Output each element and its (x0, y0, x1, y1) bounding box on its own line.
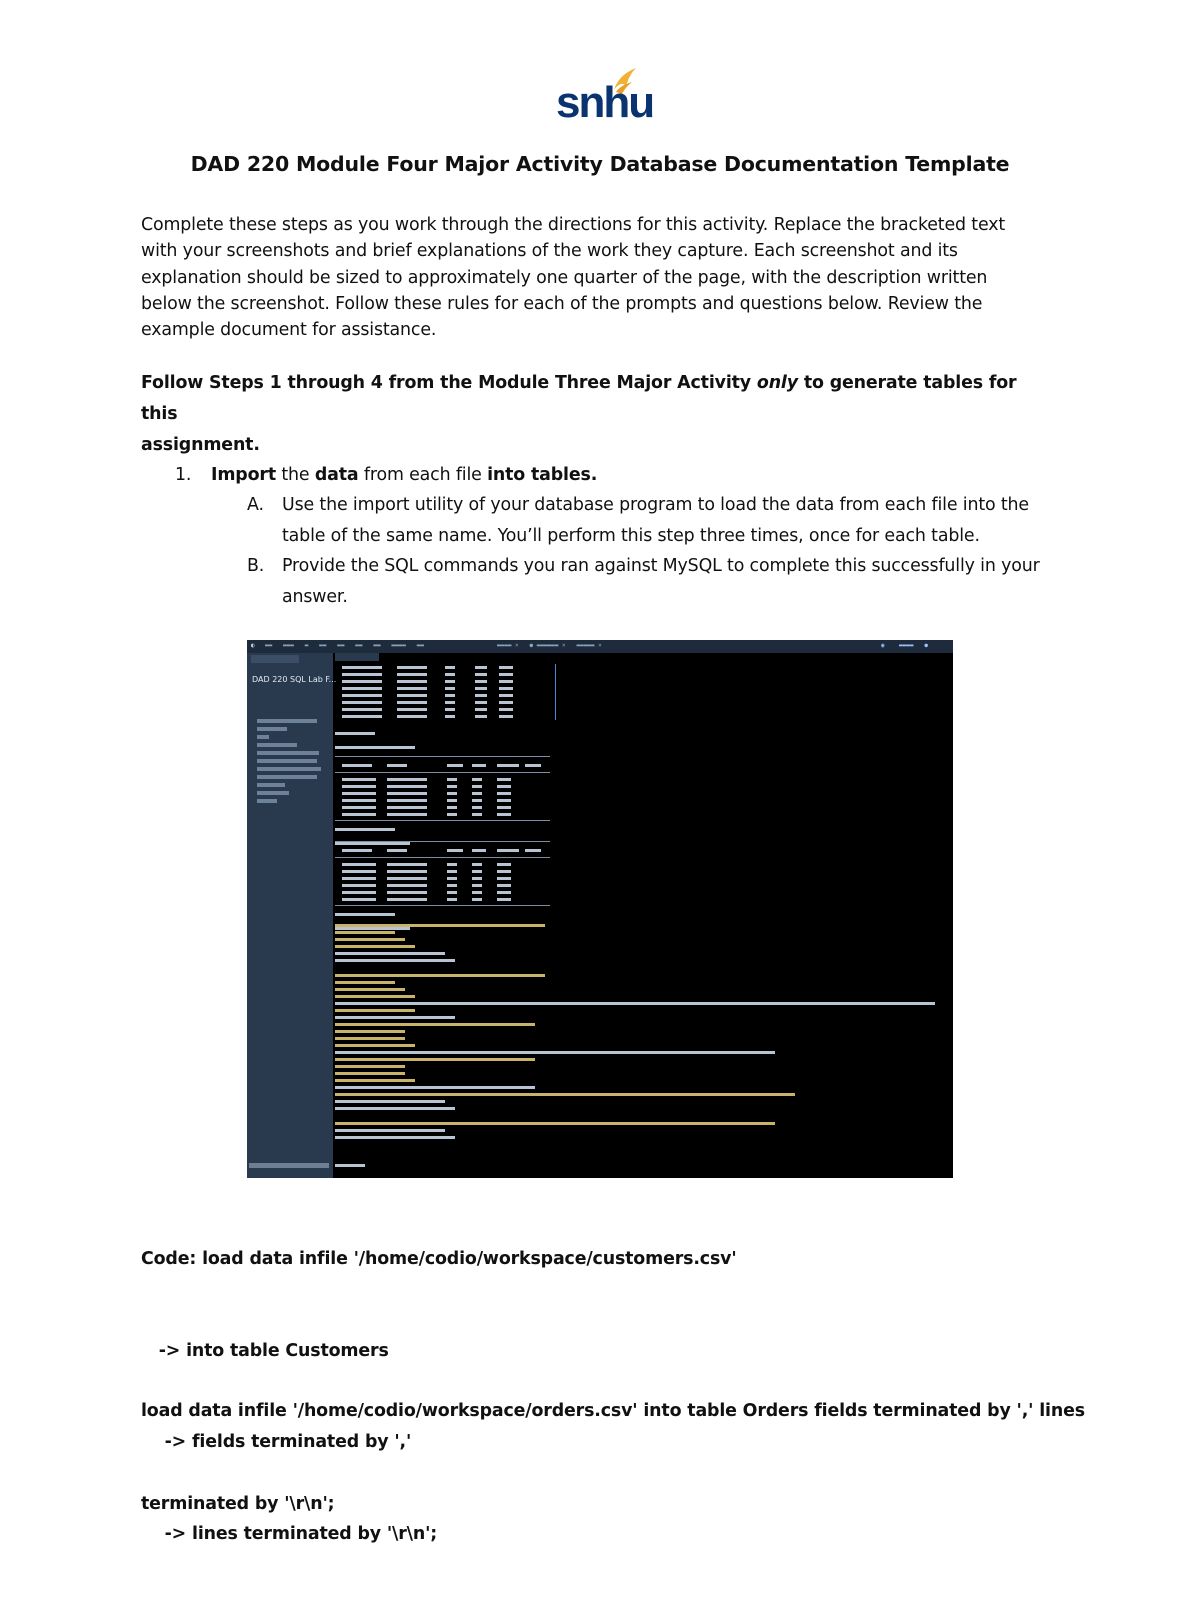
terminal-text (335, 945, 415, 948)
terminal-text (472, 877, 482, 880)
terminal-text (497, 898, 511, 901)
terminal-text (342, 806, 376, 809)
terminal-text (499, 715, 513, 718)
substep-letter: B. (247, 556, 265, 576)
terminal-text (387, 877, 427, 880)
terminal-text (447, 778, 457, 781)
terminal-text (472, 785, 482, 788)
terminal-text (342, 694, 382, 697)
terminal-text (445, 708, 455, 711)
terminal-text (342, 701, 382, 704)
terminal-text (335, 1164, 365, 1167)
terminal-text (342, 785, 376, 788)
terminal-text (342, 891, 376, 894)
terminal-text (447, 863, 457, 866)
terminal-text (342, 764, 372, 767)
substep-line: Use the import utility of your database program to load the data from each file into the (282, 495, 1029, 515)
terminal-text (335, 1107, 455, 1110)
terminal-text (447, 799, 457, 802)
terminal-text (335, 1136, 455, 1139)
terminal-text (342, 849, 372, 852)
ide-logo-icon: ◐ (251, 642, 255, 649)
terminal-text (335, 1079, 415, 1082)
terminal-text (387, 806, 427, 809)
terminal-text (342, 792, 376, 795)
terminal-text (342, 687, 382, 690)
terminal-text (335, 1002, 935, 1005)
terminal-output (247, 640, 953, 1178)
terminal-text (497, 813, 511, 816)
ide-menu-items: ▬▬ ▬▬▬ ▬ ▬▬ ▬▬ ▬▬ ▬▬ ▬▬▬▬ ▬▬ (265, 642, 424, 649)
terminal-text (397, 666, 427, 669)
terminal-text (342, 898, 376, 901)
terminal-text (525, 764, 541, 767)
terminal-text (499, 694, 513, 697)
terminal-border (335, 820, 550, 821)
terminal-text (445, 687, 455, 690)
terminal-text (335, 1086, 535, 1089)
terminal-text (342, 863, 376, 866)
step-heading-part: data (314, 465, 359, 485)
code-line: -> into table Customers (141, 1340, 389, 1361)
instruction-text: to generate tables for this (141, 373, 1017, 424)
terminal-text (387, 799, 427, 802)
terminal-text (335, 1037, 405, 1040)
terminal-text (447, 785, 457, 788)
intro-paragraph (141, 212, 1041, 343)
terminal-text (447, 884, 457, 887)
terminal-text (397, 687, 427, 690)
terminal-text (475, 680, 487, 683)
terminal-text (335, 938, 405, 941)
terminal-text (472, 799, 482, 802)
code-line: Code: load data infile '/home/codio/workspace/customers.csv' (141, 1249, 737, 1269)
terminal-text (397, 715, 427, 718)
terminal-text (342, 715, 382, 718)
terminal-text (497, 806, 511, 809)
terminal-text (499, 673, 513, 676)
terminal-text (335, 828, 395, 831)
terminal-text (342, 680, 382, 683)
terminal-text (497, 778, 511, 781)
terminal-text (342, 708, 382, 711)
terminal-text (475, 673, 487, 676)
ide-status-icon: ◉ ▬▬▬▬ ● (881, 642, 928, 649)
terminal-text (472, 792, 482, 795)
terminal-text (472, 813, 482, 816)
terminal-text (497, 792, 511, 795)
terminal-border (335, 857, 550, 858)
terminal-text (475, 687, 487, 690)
document-title: DAD 220 Module Four Major Activity Database Documentation Template (190, 152, 1010, 176)
step-number: 1. (175, 465, 192, 485)
terminal-text (335, 1072, 405, 1075)
terminal-text (497, 785, 511, 788)
terminal-text (335, 1065, 405, 1068)
terminal-text (525, 849, 541, 852)
instruction-text: Follow Steps 1 through 4 from the Module Three Major Activity (141, 373, 757, 393)
step-heading-part: the (275, 465, 315, 485)
terminal-text (335, 981, 395, 984)
terminal-text (497, 870, 511, 873)
terminal-text (335, 732, 375, 735)
terminal-text (335, 931, 395, 934)
instruction-text: assignment. (141, 435, 260, 455)
substep-line: Provide the SQL commands you ran against MySQL to complete this successfully in your (282, 556, 1040, 576)
substep-text (282, 551, 1062, 612)
terminal-text (472, 898, 482, 901)
terminal-text (445, 694, 455, 697)
terminal-text (335, 746, 415, 749)
terminal-text (335, 974, 545, 977)
code-block-orders (141, 1334, 1085, 1582)
terminal-text (445, 666, 455, 669)
terminal-text (445, 680, 455, 683)
terminal-text (387, 764, 407, 767)
terminal-text (387, 813, 427, 816)
instruction-paragraph (141, 368, 1041, 461)
terminal-text (472, 884, 482, 887)
terminal-text (497, 877, 511, 880)
substep-line: answer. (282, 586, 348, 607)
terminal-text (475, 708, 487, 711)
terminal-text (397, 694, 427, 697)
terminal-text (475, 694, 487, 697)
terminal-border (555, 664, 556, 671)
terminal-text (335, 842, 410, 845)
terminal-text (397, 708, 427, 711)
code-line: -> fields terminated by ',' (141, 1432, 412, 1452)
terminal-text (397, 680, 427, 683)
code-line: terminated by '\r\n'; (141, 1494, 335, 1514)
terminal-text (499, 687, 513, 690)
terminal-text (387, 792, 427, 795)
ide-tabs: ▬▬▬▬ × ● ▬▬▬▬▬▬ × ▬▬▬▬▬ × (497, 642, 602, 649)
terminal-text (499, 680, 513, 683)
terminal-text (497, 891, 511, 894)
terminal-text (472, 806, 482, 809)
substep-letter: A. (247, 495, 264, 515)
code-line: load data infile '/home/codio/workspace/orders.csv' into table Orders fields terminated by ',' lines (141, 1401, 1085, 1421)
terminal-text (342, 799, 376, 802)
terminal-border (555, 706, 556, 713)
intro-line: explanation should be sized to approximately one quarter of the page, with the description written (141, 267, 988, 288)
terminal-text (475, 666, 487, 669)
terminal-text (472, 849, 486, 852)
terminal-text (387, 898, 427, 901)
terminal-text (447, 877, 457, 880)
terminal-text (335, 1093, 795, 1096)
terminal-text (387, 863, 427, 866)
terminal-text (497, 799, 511, 802)
terminal-text (335, 1016, 455, 1019)
terminal-text (447, 898, 457, 901)
terminal-text (475, 715, 487, 718)
instruction-emphasis: only (756, 373, 798, 393)
terminal-text (472, 764, 486, 767)
terminal-text (472, 891, 482, 894)
terminal-text (335, 1023, 535, 1026)
terminal-text (387, 870, 427, 873)
terminal-text (447, 870, 457, 873)
terminal-text (499, 666, 513, 669)
terminal-text (342, 778, 376, 781)
terminal-screenshot (247, 640, 953, 1178)
terminal-border (335, 772, 550, 773)
terminal-text (342, 870, 376, 873)
terminal-border (555, 713, 556, 720)
terminal-text (387, 785, 427, 788)
terminal-text (335, 1100, 445, 1103)
terminal-text (447, 792, 457, 795)
terminal-text (497, 764, 519, 767)
logo-text: snhu (556, 78, 654, 127)
terminal-text (472, 863, 482, 866)
terminal-text (499, 708, 513, 711)
terminal-text (342, 813, 376, 816)
terminal-text (335, 988, 405, 991)
terminal-text (445, 673, 455, 676)
terminal-text (447, 764, 463, 767)
terminal-text (335, 1058, 535, 1061)
terminal-text (335, 913, 395, 916)
terminal-text (445, 715, 455, 718)
terminal-text (335, 959, 455, 962)
step-heading-part: from each file (358, 465, 488, 485)
terminal-text (335, 1044, 415, 1047)
code-line: -> lines terminated by '\r\n'; (141, 1523, 438, 1544)
intro-line: Complete these steps as you work through the directions for this activity. Replace the bracketed text (141, 215, 1006, 235)
terminal-text (387, 778, 427, 781)
terminal-text (499, 701, 513, 704)
terminal-text (387, 891, 427, 894)
step-heading-part: Import (211, 465, 276, 485)
terminal-text (335, 1030, 405, 1033)
terminal-text (335, 924, 545, 927)
terminal-text (342, 673, 382, 676)
intro-line: below the screenshot. Follow these rules for each of the prompts and questions below. Review the (141, 293, 983, 314)
terminal-text (472, 778, 482, 781)
terminal-text (335, 1051, 775, 1054)
terminal-text (335, 995, 415, 998)
terminal-border (555, 699, 556, 706)
terminal-border (555, 671, 556, 678)
intro-line: with your screenshots and brief explanations of the work they capture. Each screenshot and its (141, 241, 958, 262)
terminal-border (335, 905, 550, 906)
terminal-text (497, 884, 511, 887)
terminal-text (335, 927, 410, 930)
terminal-border (555, 678, 556, 685)
terminal-text (397, 701, 427, 704)
terminal-text (497, 849, 519, 852)
terminal-text (335, 952, 445, 955)
terminal-border (555, 685, 556, 692)
terminal-text (335, 1129, 445, 1132)
terminal-border (335, 841, 550, 842)
terminal-text (447, 849, 463, 852)
terminal-text (447, 806, 457, 809)
step-heading-part: into tables. (487, 465, 598, 485)
terminal-text (335, 1122, 775, 1125)
terminal-border (555, 692, 556, 699)
terminal-text (342, 884, 376, 887)
terminal-text (472, 870, 482, 873)
snhu-logo (556, 66, 654, 127)
terminal-text (475, 701, 487, 704)
terminal-text (342, 666, 382, 669)
step-heading (211, 460, 597, 491)
substep-line: table of the same name. You’ll perform this step three times, once for each table. (282, 525, 980, 546)
terminal-text (335, 1009, 415, 1012)
terminal-text (447, 813, 457, 816)
terminal-text (447, 891, 457, 894)
terminal-text (445, 701, 455, 704)
project-name: DAD 220 SQL Lab F... (252, 675, 337, 684)
intro-line: example document for assistance. (141, 320, 437, 341)
terminal-text (342, 877, 376, 880)
terminal-border (335, 756, 550, 757)
terminal-text (397, 673, 427, 676)
substep-text (282, 490, 1062, 551)
terminal-text (387, 884, 427, 887)
terminal-text (497, 863, 511, 866)
terminal-text (387, 849, 407, 852)
